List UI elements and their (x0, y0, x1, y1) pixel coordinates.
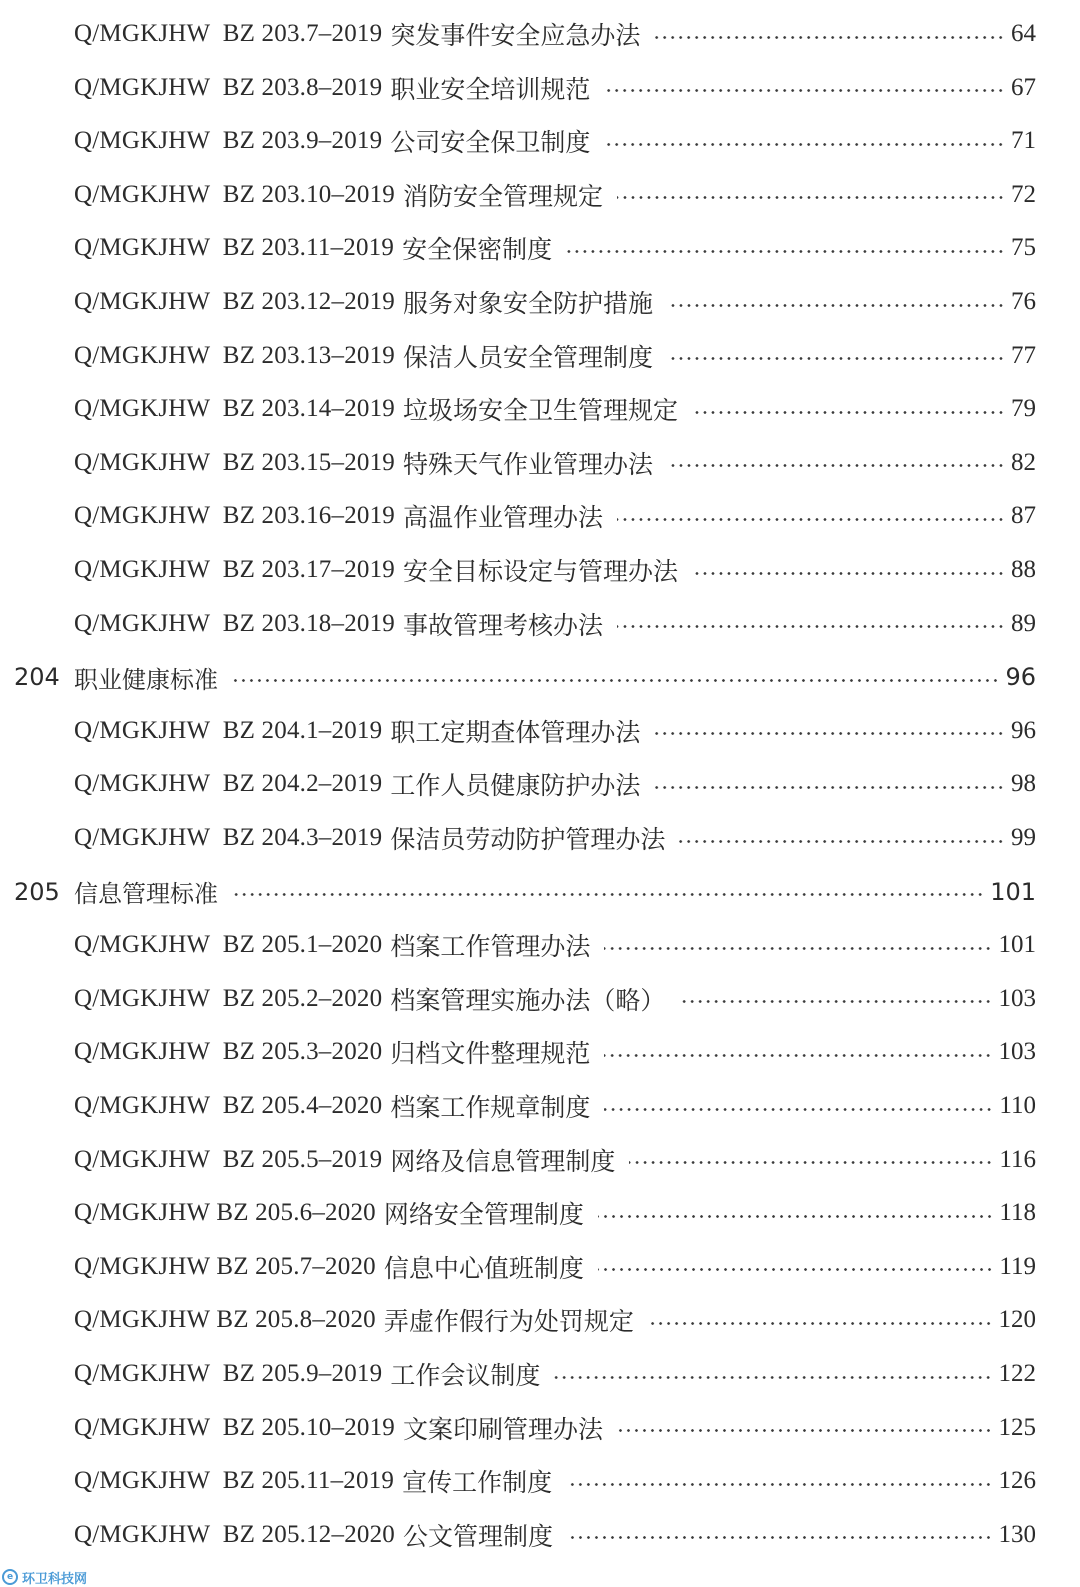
page-number: 119 (999, 1252, 1036, 1280)
page-number: 82 (1011, 448, 1036, 476)
page-number: 71 (1011, 127, 1036, 155)
entry-title: 网络安全管理制度 (383, 1200, 584, 1230)
dot-leader (604, 89, 1005, 92)
toc-entry-row[interactable] (74, 1133, 1036, 1187)
toc-entry-row[interactable] (74, 329, 1036, 383)
standard-code: Q/MGKJHW BZ 203.11–2019 (74, 234, 395, 262)
page-number: 101 (990, 877, 1036, 906)
page-number: 67 (1011, 73, 1036, 101)
dot-leader (604, 143, 1005, 146)
watermark-text: 环卫科技网 (22, 1571, 88, 1587)
toc-entry-row[interactable] (74, 1025, 1036, 1079)
entry-title: 保洁人员安全管理制度 (403, 342, 654, 372)
dot-leader (617, 518, 1005, 521)
entry-title: 保洁员劳动防护管理办法 (390, 825, 666, 854)
standard-code: Q/MGKJHW BZ 205.9–2019 (74, 1360, 383, 1387)
standard-code: Q/MGKJHW BZ 205.2–2020 (74, 984, 383, 1012)
entry-title: 职工定期查体管理办法 (390, 717, 641, 747)
dot-leader (232, 679, 999, 682)
entry-title: 网络及信息管理制度 (390, 1146, 616, 1176)
toc-entry-row[interactable] (74, 1347, 1036, 1401)
entry-title: 职业健康标准 (74, 665, 218, 694)
toc-entry-row[interactable] (74, 543, 1036, 597)
entry-title: 消防安全管理规定 (403, 181, 604, 211)
page-number: 76 (1011, 288, 1036, 315)
toc-entry-row[interactable] (74, 1240, 1036, 1294)
standard-code: Q/MGKJHW BZ 205.10–2019 (74, 1413, 396, 1441)
standard-code: Q/MGKJHW BZ 205.3–2020 (74, 1038, 383, 1066)
standard-code: Q/MGKJHW BZ 204.2–2019 (74, 770, 383, 798)
dot-leader (617, 1429, 992, 1432)
standard-code: Q/MGKJHW BZ 203.8–2019 (74, 73, 383, 101)
entry-title: 安全目标设定与管理办法 (403, 557, 679, 586)
toc-entry-row[interactable] (74, 757, 1036, 811)
page-number: 110 (999, 1092, 1036, 1119)
toc-entry-row[interactable] (74, 972, 1036, 1026)
page-number: 120 (998, 1306, 1036, 1334)
standard-code: Q/MGKJHW BZ 203.10–2019 (74, 180, 396, 208)
dot-leader (679, 840, 1005, 843)
dot-leader (598, 1215, 994, 1218)
entry-title: 安全保密制度 (402, 235, 553, 265)
entry-title: 服务对象安全防护措施 (403, 289, 654, 318)
dot-leader (692, 411, 1005, 414)
page-number: 116 (999, 1145, 1036, 1173)
entry-title: 突发事件安全应急办法 (390, 21, 641, 50)
standard-code: Q/MGKJHW BZ 203.12–2019 (74, 288, 396, 315)
standard-code: Q/MGKJHW BZ 203.17–2019 (74, 556, 396, 583)
dot-leader (679, 1000, 992, 1003)
entry-title: 工作人员健康防护办法 (390, 771, 641, 801)
entry-title: 信息管理标准 (74, 880, 218, 909)
toc-section-row[interactable] (14, 650, 1036, 704)
standard-code: Q/MGKJHW BZ 203.7–2019 (74, 20, 383, 47)
dot-leader (654, 786, 1005, 789)
entry-title: 宣传工作制度 (402, 1468, 553, 1498)
toc-entry-row[interactable] (74, 597, 1036, 651)
standard-code: Q/MGKJHW BZ 205.5–2019 (74, 1145, 383, 1173)
entry-title: 弄虚作假行为处罚规定 (383, 1307, 634, 1337)
dot-leader (604, 1054, 992, 1057)
toc-entry-row[interactable] (74, 221, 1036, 275)
toc-entry-row[interactable] (74, 7, 1036, 61)
entry-title: 公文管理制度 (403, 1521, 554, 1551)
toc-entry-row[interactable] (74, 918, 1036, 972)
entry-title: 档案工作管理办法 (390, 932, 591, 962)
dot-leader (567, 1536, 992, 1539)
dot-leader (648, 1322, 993, 1325)
entry-title: 职业安全培训规范 (390, 74, 591, 104)
dot-leader (554, 1376, 992, 1379)
dot-leader (604, 947, 992, 950)
entry-title: 事故管理考核办法 (403, 610, 604, 640)
standard-code: Q/MGKJHW BZ 203.18–2019 (74, 609, 396, 637)
entry-title: 高温作业管理办法 (403, 503, 604, 533)
dot-leader (654, 732, 1005, 735)
standard-code: Q/MGKJHW BZ 203.9–2019 (74, 127, 383, 155)
standard-code: Q/MGKJHW BZ 203.16–2019 (74, 502, 396, 530)
page-number: 103 (998, 984, 1036, 1012)
entry-title: 档案工作规章制度 (390, 1093, 591, 1122)
standard-code: Q/MGKJHW BZ 205.8–2020 (74, 1306, 376, 1334)
toc-entry-row[interactable] (74, 114, 1036, 168)
entry-title: 信息中心值班制度 (383, 1253, 584, 1283)
page-number: 96 (1005, 663, 1036, 692)
toc-entry-row[interactable] (74, 811, 1036, 865)
dot-leader (654, 36, 1005, 39)
page-number: 130 (998, 1520, 1036, 1548)
dot-leader (617, 625, 1005, 628)
page-number: 98 (1011, 770, 1036, 798)
dot-leader (667, 357, 1005, 360)
toc-entry-row[interactable] (74, 436, 1036, 490)
dot-leader (604, 1108, 993, 1111)
dot-leader (667, 304, 1005, 307)
page-number: 101 (998, 931, 1036, 959)
page-number: 125 (998, 1413, 1036, 1441)
entry-title: 公司安全保卫制度 (390, 128, 591, 158)
toc-entry-row[interactable] (74, 1454, 1036, 1508)
entry-title: 特殊天气作业管理办法 (403, 449, 654, 479)
dot-leader (667, 464, 1005, 467)
toc-entry-row[interactable] (74, 1079, 1036, 1133)
page-number: 88 (1011, 556, 1036, 583)
dot-leader (692, 572, 1005, 575)
page-number: 72 (1011, 180, 1036, 208)
page-number: 64 (1011, 20, 1036, 47)
toc-entry-row[interactable] (74, 1186, 1036, 1240)
entry-title: 工作会议制度 (390, 1361, 541, 1390)
page-number: 89 (1011, 609, 1036, 637)
dot-leader (629, 1161, 993, 1164)
page-number: 75 (1011, 234, 1036, 262)
toc-entry-row[interactable] (74, 1293, 1036, 1347)
page-number: 99 (1011, 824, 1036, 851)
standard-code: Q/MGKJHW BZ 204.1–2019 (74, 716, 383, 744)
dot-leader (232, 893, 984, 896)
page-number: 122 (998, 1360, 1036, 1387)
entry-title: 归档文件整理规范 (390, 1039, 591, 1069)
page-number: 103 (998, 1038, 1036, 1066)
standard-code: Q/MGKJHW BZ 205.6–2020 (74, 1199, 376, 1227)
toc-entry-row[interactable] (74, 489, 1036, 543)
standard-code: Q/MGKJHW BZ 203.14–2019 (74, 395, 396, 423)
page-number: 77 (1011, 341, 1036, 369)
toc-entry-row[interactable] (74, 1401, 1036, 1455)
toc-section-row[interactable] (14, 865, 1036, 919)
toc-entry-row[interactable] (74, 275, 1036, 329)
page-number: 118 (999, 1199, 1036, 1227)
toc-entry-row[interactable] (74, 61, 1036, 115)
standard-code: Q/MGKJHW BZ 205.12–2020 (74, 1520, 396, 1548)
dot-leader (617, 196, 1005, 199)
toc-entry-row[interactable] (74, 382, 1036, 436)
section-number: 205 (14, 877, 60, 906)
entry-title: 垃圾场安全卫生管理规定 (403, 396, 679, 426)
entry-title: 文案印刷管理办法 (403, 1414, 604, 1444)
watermark-logo-icon: e (2, 1569, 18, 1585)
entry-title: 档案管理实施办法（略） (390, 985, 666, 1015)
dot-leader (598, 1268, 994, 1271)
page-number: 126 (998, 1467, 1036, 1495)
standard-code: Q/MGKJHW BZ 205.11–2019 (74, 1467, 395, 1495)
standard-code: Q/MGKJHW BZ 205.4–2020 (74, 1092, 383, 1119)
dot-leader (566, 1483, 992, 1486)
standard-code: Q/MGKJHW BZ 205.1–2020 (74, 931, 383, 959)
standard-code: Q/MGKJHW BZ 203.15–2019 (74, 448, 396, 476)
page-number: 79 (1011, 395, 1036, 423)
watermark (2, 1568, 87, 1586)
standard-code: Q/MGKJHW BZ 205.7–2020 (74, 1252, 376, 1280)
standard-code: Q/MGKJHW BZ 204.3–2019 (74, 824, 383, 851)
page-number: 87 (1011, 502, 1036, 530)
section-number: 204 (14, 663, 60, 692)
toc-entry-row[interactable] (74, 704, 1036, 758)
standard-code: Q/MGKJHW BZ 203.13–2019 (74, 341, 396, 369)
page-number: 96 (1011, 716, 1036, 744)
toc-entry-row[interactable] (74, 168, 1036, 222)
dot-leader (566, 250, 1005, 253)
toc-entry-row[interactable] (74, 1508, 1036, 1562)
